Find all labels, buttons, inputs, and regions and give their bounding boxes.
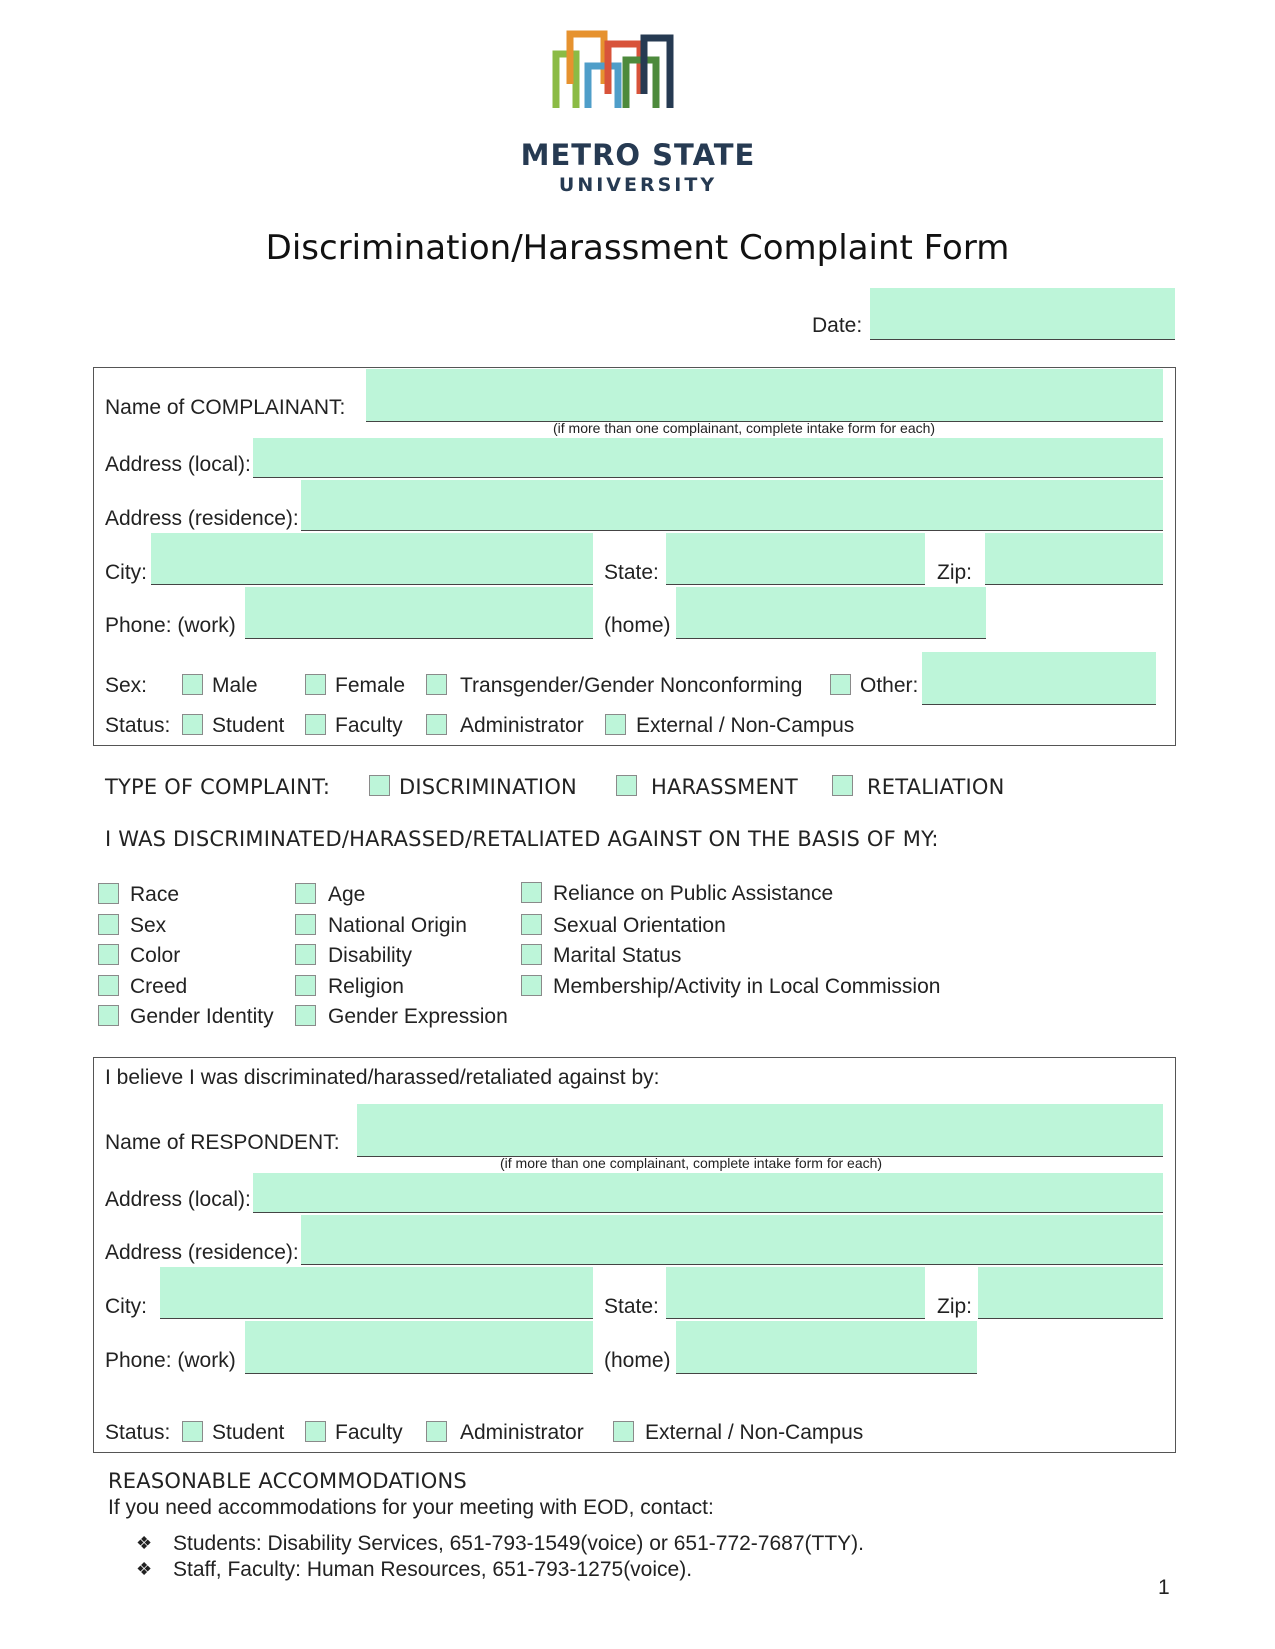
basis-creed-checkbox[interactable] [98,975,119,996]
basis-disability-checkbox[interactable] [295,944,316,965]
basis-gender-expression-checkbox[interactable] [295,1005,316,1026]
basis-sex-checkbox[interactable] [98,914,119,935]
complainant-phone-home-field[interactable] [676,587,986,639]
logo-line1: METRO STATE [520,138,756,172]
page-number: 1 [1158,1576,1170,1599]
basis-marital-status-checkbox[interactable] [521,944,542,965]
status-external-checkbox[interactable] [605,714,626,735]
respondent-status-external-label: External / Non-Campus [645,1421,864,1444]
complainant-city-field[interactable] [151,533,593,585]
sex-other-field[interactable] [922,652,1156,705]
basis-national-origin-checkbox[interactable] [295,914,316,935]
sex-male-label: Male [212,674,258,697]
sex-male-checkbox[interactable] [182,674,203,695]
university-logo [520,20,756,196]
basis-creed-label: Creed [130,975,188,998]
respondent-intro: I believe I was discriminated/harassed/retaliated against by: [105,1066,660,1089]
logo-mark-icon [552,24,674,110]
respondent-address-residence-field[interactable] [301,1215,1163,1265]
basis-age-label: Age [328,883,366,906]
complainant-state-label: State: [604,561,659,584]
complainant-state-field[interactable] [666,533,925,585]
status-administrator-checkbox[interactable] [426,714,447,735]
complainant-address-local-label: Address (local): [105,453,251,476]
basis-color-checkbox[interactable] [98,944,119,965]
complainant-zip-label: Zip: [937,561,973,584]
respondent-zip-label: Zip: [937,1295,973,1318]
respondent-status-student-label: Student [212,1421,285,1444]
complainant-address-residence-field[interactable] [301,480,1163,531]
date-label: Date: [812,314,863,337]
respondent-phone-work-label: Phone: (work) [105,1349,236,1372]
type-discrimination-label: DISCRIMINATION [399,775,577,799]
type-retaliation-label: RETALIATION [867,775,1005,799]
complainant-phone-work-field[interactable] [245,587,593,639]
sex-transgender-checkbox[interactable] [426,674,447,695]
complainant-city-label: City: [105,561,147,584]
complainant-zip-field[interactable] [985,533,1163,585]
basis-public-assistance-checkbox[interactable] [521,882,542,903]
basis-gender-identity-checkbox[interactable] [98,1005,119,1026]
basis-local-commission-checkbox[interactable] [521,975,542,996]
respondent-status-external-checkbox[interactable] [613,1421,634,1442]
complainant-name-label: Name of COMPLAINANT: [105,396,346,419]
basis-religion-label: Religion [328,975,404,998]
basis-national-origin-label: National Origin [328,914,467,937]
basis-disability-label: Disability [328,944,413,967]
respondent-city-label: City: [105,1295,147,1318]
respondent-phone-home-label: (home) [604,1349,671,1372]
basis-race-checkbox[interactable] [98,883,119,904]
basis-sexual-orientation-label: Sexual Orientation [553,914,726,937]
complainant-name-field[interactable] [366,369,1163,422]
type-retaliation-checkbox[interactable] [832,775,853,796]
status-faculty-checkbox[interactable] [305,714,326,735]
basis-heading: I WAS DISCRIMINATED/HARASSED/RETALIATED AGAINST ON THE BASIS OF MY: [105,827,939,851]
status-administrator-label: Administrator [460,714,584,737]
sex-other-label: Other: [860,674,919,697]
respondent-status-faculty-checkbox[interactable] [305,1421,326,1442]
respondent-address-local-field[interactable] [253,1173,1163,1213]
accommodations-heading: REASONABLE ACCOMMODATIONS [108,1469,467,1493]
respondent-zip-field[interactable] [978,1267,1163,1319]
basis-gender-expression-label: Gender Expression [328,1005,508,1028]
complainant-address-local-field[interactable] [253,438,1163,478]
complaint-type-label: TYPE OF COMPLAINT: [105,775,331,799]
respondent-address-local-label: Address (local): [105,1188,251,1211]
sex-female-label: Female [335,674,406,697]
basis-public-assistance-label: Reliance on Public Assistance [553,882,834,905]
type-discrimination-checkbox[interactable] [369,775,390,796]
complainant-phone-home-label: (home) [604,614,671,637]
logo-line2: UNIVERSITY [558,174,718,196]
complainant-name-note: (if more than one complainant, complete intake form for each) [553,420,936,436]
status-external-label: External / Non-Campus [636,714,855,737]
basis-race-label: Race [130,883,180,906]
basis-sexual-orientation-checkbox[interactable] [521,914,542,935]
basis-local-commission-label: Membership/Activity in Local Commission [553,975,941,998]
respondent-status-administrator-label: Administrator [460,1421,584,1444]
respondent-status-faculty-label: Faculty [335,1421,403,1444]
respondent-name-label: Name of RESPONDENT: [105,1131,340,1154]
status-student-checkbox[interactable] [182,714,203,735]
diamond-bullet-icon: ❖ [136,1533,153,1553]
basis-religion-checkbox[interactable] [295,975,316,996]
respondent-status-label: Status: [105,1421,171,1444]
respondent-name-note: (if more than one complainant, complete intake form for each) [500,1155,883,1171]
type-harassment-checkbox[interactable] [616,775,637,796]
type-harassment-label: HARASSMENT [651,775,798,799]
respondent-city-field[interactable] [160,1267,593,1319]
sex-female-checkbox[interactable] [305,674,326,695]
accommodation-item: Students: Disability Services, 651-793-1549(voice) or 651-772-7687(TTY). [173,1532,865,1555]
respondent-status-student-checkbox[interactable] [182,1421,203,1442]
complainant-address-residence-label: Address (residence): [105,507,299,530]
complainant-sex-label: Sex: [105,674,148,697]
respondent-state-field[interactable] [666,1267,925,1319]
date-field[interactable] [870,288,1175,340]
basis-age-checkbox[interactable] [295,883,316,904]
respondent-phone-home-field[interactable] [676,1321,977,1374]
basis-marital-status-label: Marital Status [553,944,682,967]
status-student-label: Student [212,714,285,737]
respondent-state-label: State: [604,1295,659,1318]
page-title: Discrimination/Harassment Complaint Form [265,228,1010,268]
basis-color-label: Color [130,944,181,967]
status-faculty-label: Faculty [335,714,403,737]
sex-transgender-label: Transgender/Gender Nonconforming [460,674,803,697]
respondent-name-field[interactable] [357,1104,1163,1157]
respondent-status-administrator-checkbox[interactable] [426,1421,447,1442]
basis-gender-identity-label: Gender Identity [130,1005,274,1028]
diamond-bullet-icon: ❖ [136,1559,153,1579]
respondent-address-residence-label: Address (residence): [105,1241,299,1264]
complainant-phone-work-label: Phone: (work) [105,614,236,637]
complainant-status-label: Status: [105,714,171,737]
accommodations-intro: If you need accommodations for your meeting with EOD, contact: [108,1496,714,1519]
accommodation-item: Staff, Faculty: Human Resources, 651-793-1275(voice). [173,1558,693,1581]
sex-other-checkbox[interactable] [830,674,851,695]
basis-sex-label: Sex [130,914,167,937]
respondent-phone-work-field[interactable] [245,1321,593,1374]
